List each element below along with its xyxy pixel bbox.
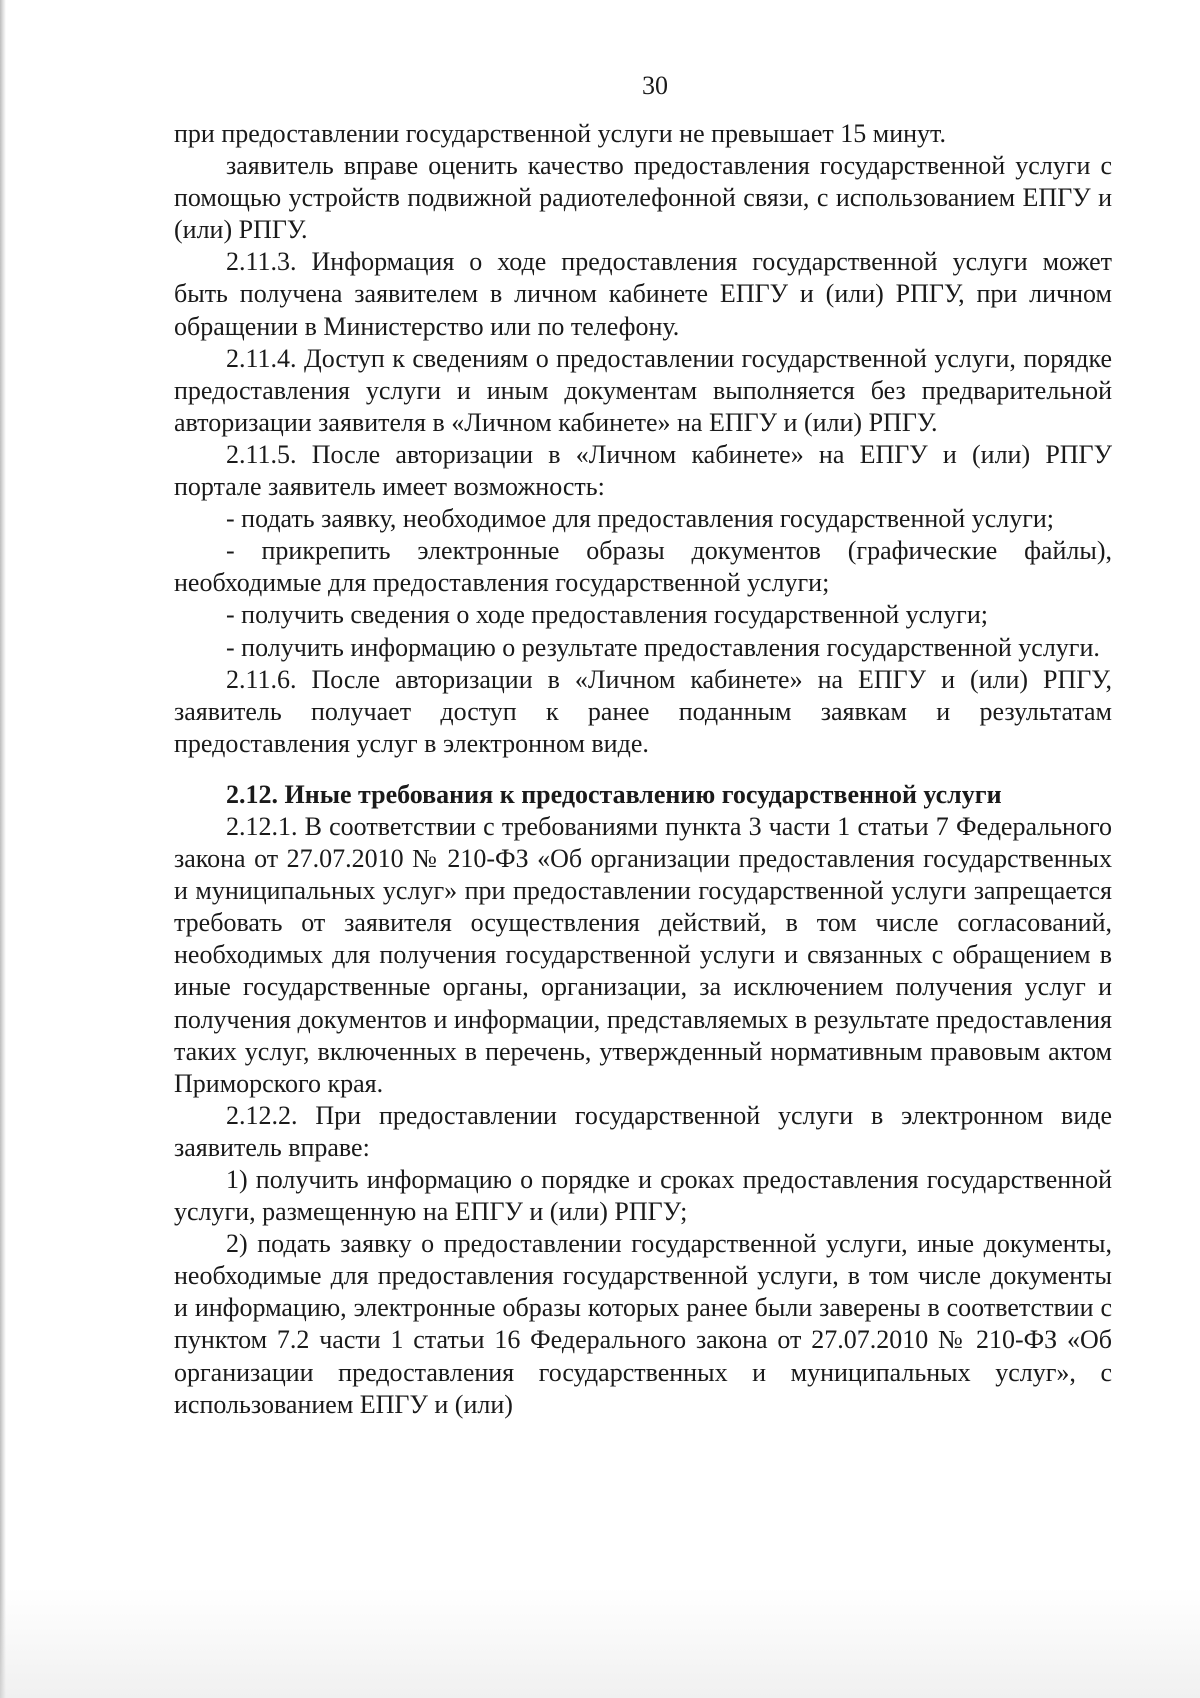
paragraph: при предоставлении государственной услуги не превышает 15 минут.: [174, 119, 946, 148]
paragraph: 2.11.3. Информация о ходе предоставления государственной услуги может быть получена заявителем в личном кабинете ЕПГУ и (или) РПГУ, при личном обращении в Министерство или по телефону.: [174, 247, 1112, 341]
scan-bottom-shade: [0, 1588, 1200, 1698]
paragraphs-before-heading: [174, 118, 1112, 760]
list-item: - получить сведения о ходе предоставления государственной услуги;: [226, 600, 988, 630]
paragraph: 2.11.4. Доступ к сведениям о предоставлении государственной услуги, порядке предоставления услуги и иным документам выполняется без предварительной авторизации заявителя в «Личном кабинете» на ЕПГУ и (или) РПГУ.: [174, 343, 1112, 437]
paragraph: 2.12.2. При предоставлении государственной услуги в электронном виде заявитель вправе:: [174, 1100, 1112, 1162]
section-heading: 2.12. Иные требования к предоставлению государственной услуги: [226, 779, 1002, 809]
page-number: 30: [642, 71, 668, 100]
list-item: - получить информацию о результате предоставления государственной услуги.: [226, 632, 1100, 662]
list-item: - прикрепить электронные образы документов (графические файлы), необходимые для предоставления государственной услуги;: [174, 536, 1112, 598]
paragraphs-after-heading: [174, 811, 1112, 1421]
list-item: 1) получить информацию о порядке и сроках предоставления государственной услуги, размещенную на ЕПГУ и (или) РПГУ;: [174, 1165, 1112, 1227]
paragraph: 2.12.1. В соответствии с требованиями пункта 3 части 1 статьи 7 Федерального закона от 27.07.2010 № 210-ФЗ «Об организации предоставления государственных и муниципальных услуг» при предоставлении государственной услуги запрещается требовать от заявителя осуществления действий, в том числе согласований, необходимых для получения государственной услуги и связанных с обращением в иные государственные органы, организации, за исключением получения услуг и получения документов и информации, представляемых в результате предоставления таких услуг, включенных в перечень, утвержденный нормативным правовым актом Приморского края.: [174, 811, 1112, 1098]
scan-edge-shadow: [0, 0, 6, 1698]
paragraph: заявитель вправе оценить качество предоставления государственной услуги с помощью устройств подвижной радиотелефонной связи, с использованием ЕПГУ и (или) РПГУ.: [174, 151, 1112, 245]
list-item: - подать заявку, необходимое для предоставления государственной услуги;: [226, 504, 1055, 534]
paragraph: 2.11.6. После авторизации в «Личном кабинете» на ЕПГУ и (или) РПГУ, заявитель получает доступ к ранее поданным заявкам и результатам предоставления услуг в электронном виде.: [174, 664, 1112, 758]
document-page: [174, 70, 1112, 1421]
list-item: 2) подать заявку о предоставлении государственной услуги, иные документы, необходимые для предоставления государственной услуги, в том числе документы и информацию, электронные образы которых ранее были заверены в соответствии с пунктом 7.2 части 1 статьи 16 Федерального закона от 27.07.2010 № 210-ФЗ «Об организации предоставления государственных и муниципальных услуг», с использованием ЕПГУ и (или): [174, 1229, 1112, 1419]
paragraph: 2.11.5. После авторизации в «Личном кабинете» на ЕПГУ и (или) РПГУ портале заявитель имеет возможность:: [174, 439, 1112, 502]
